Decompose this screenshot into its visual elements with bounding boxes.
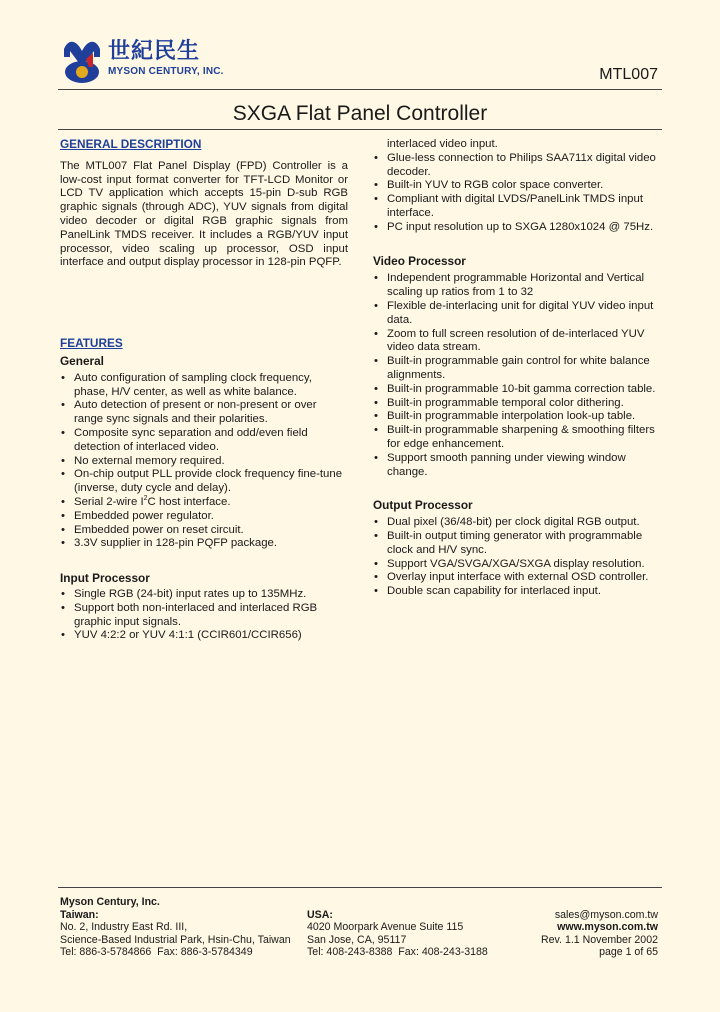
logo-chinese-name: 世紀民生 <box>108 38 201 63</box>
list-item: • Built-in programmable gain control for white balance alignments. <box>373 355 663 383</box>
list-item-i2c: • Serial 2-wire $I^2C$ host interface. <box>60 496 348 510</box>
list-item: • Built-in programmable sharpening & smoothing filters for edge enhancement. <box>373 424 663 452</box>
list-item: • Composite sync separation and odd/even field detection of interlaced video. <box>60 427 348 455</box>
footer-company: Myson Century, Inc. <box>60 896 160 908</box>
footer-rule <box>58 887 662 888</box>
footer-email[interactable]: sales@myson.com.tw <box>554 908 658 921</box>
list-item: • 3.3V supplier in 128-pin PQFP package. <box>60 537 348 551</box>
list-item: • Built-in programmable interpolation look-up table. <box>373 410 663 424</box>
list-item: • On-chip output PLL provide clock frequency fine-tune (inverse, duty cycle and delay). <box>60 468 348 496</box>
footer-contact <box>478 909 658 959</box>
header-rule-bottom <box>58 129 662 130</box>
footer-usa-address1: 4020 Moorpark Avenue Suite 115 <box>307 921 464 934</box>
list-item: • Support VGA/SVGA/XGA/SXGA display resolution. <box>373 558 663 572</box>
list-item: • Auto detection of present or non-present or over range sync signals and their polarities. <box>60 399 348 427</box>
list-item: • Compliant with digital LVDS/PanelLink TMDS input interface. <box>373 193 663 221</box>
list-item: • Built-in output timing generator with programmable clock and H/V sync. <box>373 530 663 558</box>
list-item: • Flexible de-interlacing unit for digital YUV video input data. <box>373 300 663 328</box>
document-title: SXGA Flat Panel Controller <box>232 102 488 125</box>
input-processor-list-continued <box>373 152 663 235</box>
list-item: • Overlay input interface with external OSD controller. <box>373 571 663 585</box>
general-feature-list <box>60 372 348 551</box>
list-item: • Auto configuration of sampling clock frequency, phase, H/V center, as well as white balance. <box>60 372 348 400</box>
list-item: • Double scan capability for interlaced input. <box>373 585 663 599</box>
general-subheading: General <box>60 353 104 368</box>
video-processor-list <box>373 272 663 479</box>
right-column <box>373 138 663 599</box>
footer-taiwan-phone: Tel: 886-3-5784866 Fax: 886-3-5784349 <box>60 946 253 959</box>
footer-usa-address2: San Jose, CA, 95117 <box>307 933 407 946</box>
output-processor-list <box>373 516 663 599</box>
logo-english-name: MYSON CENTURY, INC. <box>108 66 224 77</box>
list-item: • PC input resolution up to SXGA 1280x1024 @ 75Hz. <box>373 221 663 235</box>
part-number: MTL007 <box>599 66 658 83</box>
header-rule-top <box>58 89 662 90</box>
list-item: • Embedded power regulator. <box>60 510 348 524</box>
input-processor-subheading: Input Processor <box>60 571 150 586</box>
input-processor-list <box>60 588 348 643</box>
list-item: • Zoom to full screen resolution of de-interlaced YUV video data stream. <box>373 328 663 356</box>
footer-page-number: page 1 of 65 <box>599 946 658 959</box>
features-heading: FEATURES <box>60 336 123 351</box>
footer-taiwan-address2: Science-Based Industrial Park, Hsin-Chu, Taiwan <box>60 933 291 946</box>
left-column <box>60 138 348 643</box>
list-item: • Independent programmable Horizontal and Vertical scaling up ratios from 1 to 32 <box>373 272 663 300</box>
list-item: • Built-in programmable 10-bit gamma correction table. <box>373 383 663 397</box>
list-item: • Support smooth panning under viewing window change. <box>373 452 663 480</box>
footer-usa-phone: Tel: 408-243-8388 Fax: 408-243-3188 <box>307 946 488 959</box>
footer-taiwan-label: Taiwan: <box>60 908 99 921</box>
list-item: • Built-in YUV to RGB color space converter. <box>373 179 663 193</box>
list-item: • Single RGB (24-bit) input rates up to 135MHz. <box>60 588 348 602</box>
footer-revision: Rev. 1.1 November 2002 <box>541 933 658 946</box>
list-item: • No external memory required. <box>60 455 348 469</box>
footer-taiwan-address1: No. 2, Industry East Rd. III, <box>60 921 188 934</box>
footer-usa <box>307 909 507 959</box>
list-item: • Support both non-interlaced and interlaced RGB graphic input signals. <box>60 602 348 630</box>
video-processor-subheading: Video Processor <box>373 253 466 268</box>
general-description-text: The MTL007 Flat Panel Display (FPD) Controller is a low-cost input format converter for TFT-LCD Monitor or LCD TV application which accepts 15-pin D-sub RGB graphic signals (through ADC), YUV signals from digital video decoder or digital RGB graphic signals from PanelLink TMDS receiver. It includes a RGB/YUV input processor, video scaling up processor, OSD input interface and output display processor in 128-pin PQFP. <box>60 159 348 269</box>
footer-website[interactable]: www.myson.com.tw <box>557 921 658 934</box>
output-processor-subheading: Output Processor <box>373 498 473 513</box>
list-item: • Built-in programmable temporal color dithering. <box>373 397 663 411</box>
list-item: • Embedded power on reset circuit. <box>60 524 348 538</box>
footer-usa-label: USA: <box>307 908 333 921</box>
general-description-heading: GENERAL DESCRIPTION <box>60 137 202 151</box>
footer-taiwan <box>60 896 310 959</box>
myson-logo-icon <box>62 37 102 85</box>
list-item: • YUV 4:2:2 or YUV 4:1:1 (CCIR601/CCIR656) <box>60 629 348 643</box>
list-item: • Dual pixel (36/48-bit) per clock digital RGB output. <box>373 516 663 530</box>
list-item: • Glue-less connection to Philips SAA711x digital video decoder. <box>373 152 663 180</box>
continued-text: interlaced video input. <box>387 138 498 150</box>
